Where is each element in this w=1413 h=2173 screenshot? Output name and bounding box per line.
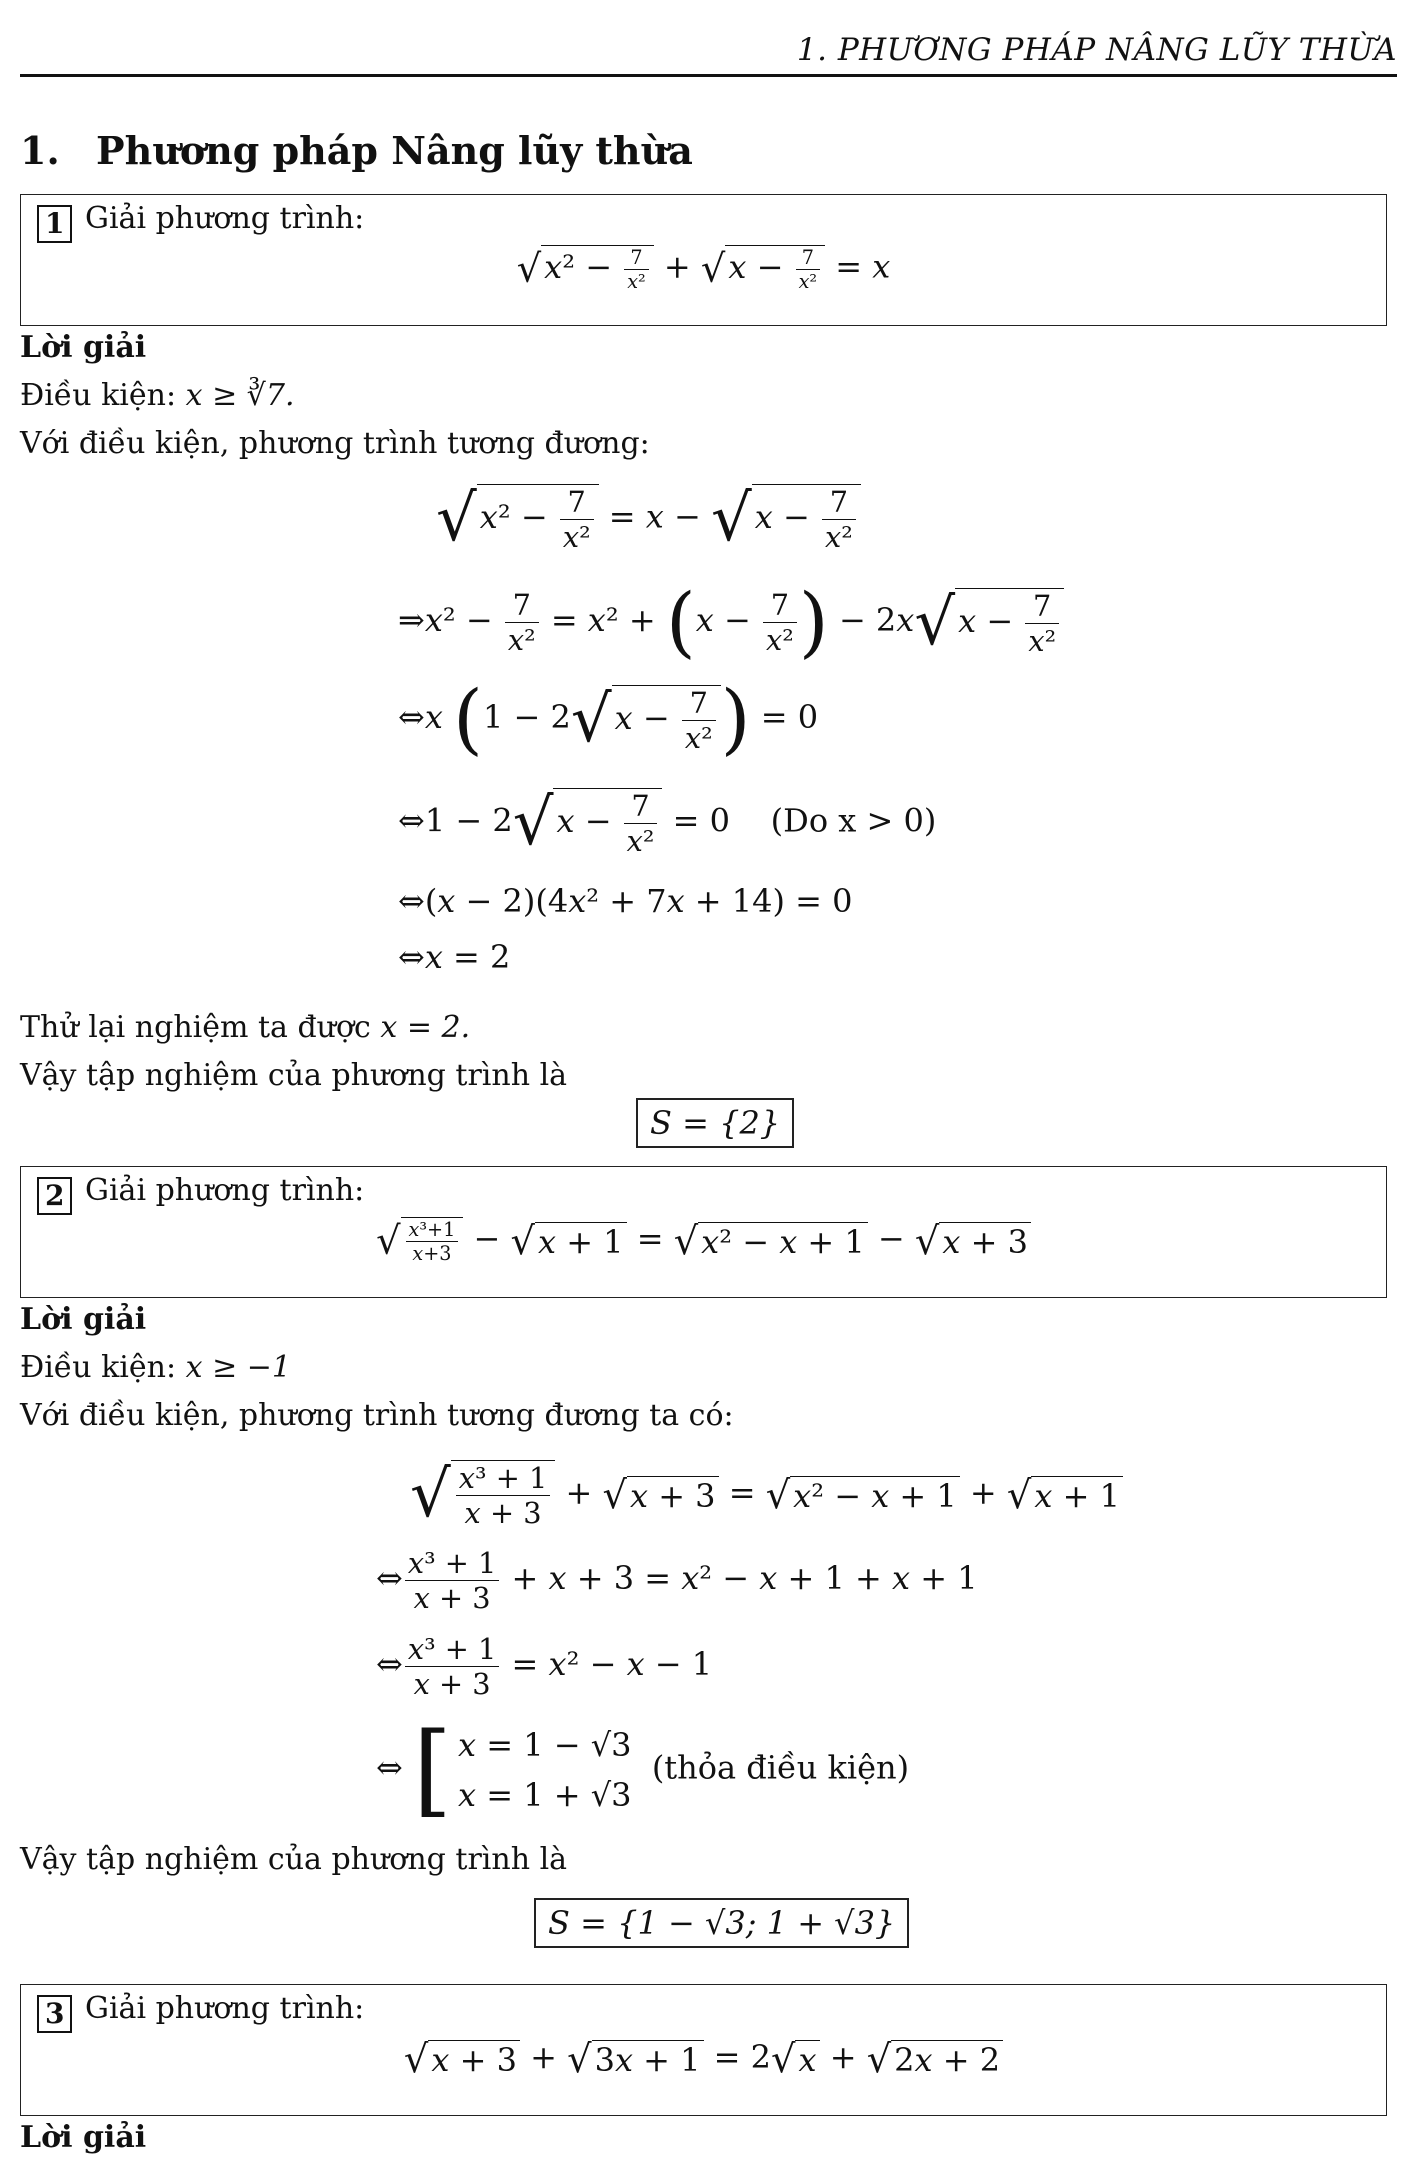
derivation-step: ⇔x = 2 xyxy=(398,938,511,976)
problem-box-3 xyxy=(20,1984,1387,2116)
condition-line xyxy=(20,1350,291,1385)
derivation-step: ⇔ $\frac{\text{x³ + 1}}{x + 3}$ + x + 3 = x² − x + 1 + x + 1 xyxy=(376,1546,978,1615)
conclusion-line: Vậy tập nghiệm của phương trình là xyxy=(20,1058,568,1093)
problem-equation: √x² − $\frac{7}{\text{x²}}$ + √x − $\frac{7}{\text{x²}}$ = x xyxy=(516,246,891,293)
problem-prompt: Giải phương trình: xyxy=(85,1991,365,2026)
derivation-step: ⇔ [ x = 1 − √3 x = 1 + √3 (thỏa điều kiện) xyxy=(376,1711,910,1828)
answer-box: S = {1 − √3; 1 + √3} xyxy=(534,1898,909,1948)
running-header: 1. PHƯƠNG PHÁP NÂNG LŨY THỪA xyxy=(796,32,1397,68)
derivation-step: √ $\frac{\text{x³ + 1}}{x + 3}$ + √x + 3 = √x² − x + 1 + √x + 1 xyxy=(410,1458,1123,1532)
derivation-step: ⇔1 − 2√x − $\frac{7}{\text{x²}}$ = 0 (Do x > 0) xyxy=(398,786,937,860)
reason-note: (Do x > 0) xyxy=(770,801,937,840)
derivation-step: ⇔ $\frac{\text{x³ + 1}}{x + 3}$ = x² − x − 1 xyxy=(376,1632,713,1701)
section-title: Phương pháp Nâng lũy thừa xyxy=(96,128,693,173)
header-rule xyxy=(20,74,1397,77)
problem-equation: √ $\frac{\text{x³+1}}{x+3}$ − √x + 1 = √x² − x + 1 − √x + 3 xyxy=(21,1217,1386,1265)
section-heading xyxy=(20,128,693,173)
problem-box-2 xyxy=(20,1166,1387,1298)
condition-note: (thỏa điều kiện) xyxy=(651,1748,910,1787)
root-check-label: Thử lại nghiệm ta được xyxy=(20,1010,371,1045)
problem-number: 3 xyxy=(37,1995,72,2033)
condition-label: Điều kiện: xyxy=(20,1350,177,1385)
condition-value: x ≥ −1 xyxy=(185,1350,291,1385)
solution-heading: Lời giải xyxy=(20,330,147,365)
derivation-step: ⇔(x − 2)(4x² + 7x + 14) = 0 xyxy=(398,882,853,920)
section-number: 1. xyxy=(20,128,60,173)
derivation-step: √x² − $\frac{7}{\text{x²}}$ = x − √x − $\frac{7}{\text{x²}}$ xyxy=(436,482,861,556)
equivalence-intro: Với điều kiện, phương trình tương đương ta có: xyxy=(20,1398,734,1433)
solution-heading: Lời giải xyxy=(20,1302,147,1337)
condition-line xyxy=(20,378,295,413)
condition-label: Điều kiện: xyxy=(20,378,177,413)
problem-prompt: Giải phương trình: xyxy=(85,201,365,236)
solution-heading: Lời giải xyxy=(20,2120,147,2155)
root-check-line xyxy=(20,1010,470,1045)
root-check-value: x = 2. xyxy=(380,1010,471,1045)
derivation-step: ⇒x² − $\frac{7}{\text{x²}}$ = x² + (x − $\frac{7}{\text{x²}}$ ) − 2x√x − $\frac{7}{\text{x²}}$ xyxy=(398,578,1064,667)
condition-value: x ≥ ∛7. xyxy=(185,378,295,413)
answer-box: S = {2} xyxy=(636,1098,794,1148)
conclusion-line: Vậy tập nghiệm của phương trình là xyxy=(20,1842,568,1877)
problem-number: 2 xyxy=(37,1177,72,1215)
problem-prompt: Giải phương trình: xyxy=(85,1173,365,1208)
equivalence-intro: Với điều kiện, phương trình tương đương: xyxy=(20,426,650,461)
problem-equation: √x + 3 + √3x + 1 = 2√x + √2x + 2 xyxy=(21,2037,1386,2082)
problem-box-1 xyxy=(20,194,1387,326)
problem-number: 1 xyxy=(37,205,72,243)
derivation-step: ⇔x (1 − 2√x − $\frac{7}{\text{x²}}$ ) = 0 xyxy=(398,675,819,764)
